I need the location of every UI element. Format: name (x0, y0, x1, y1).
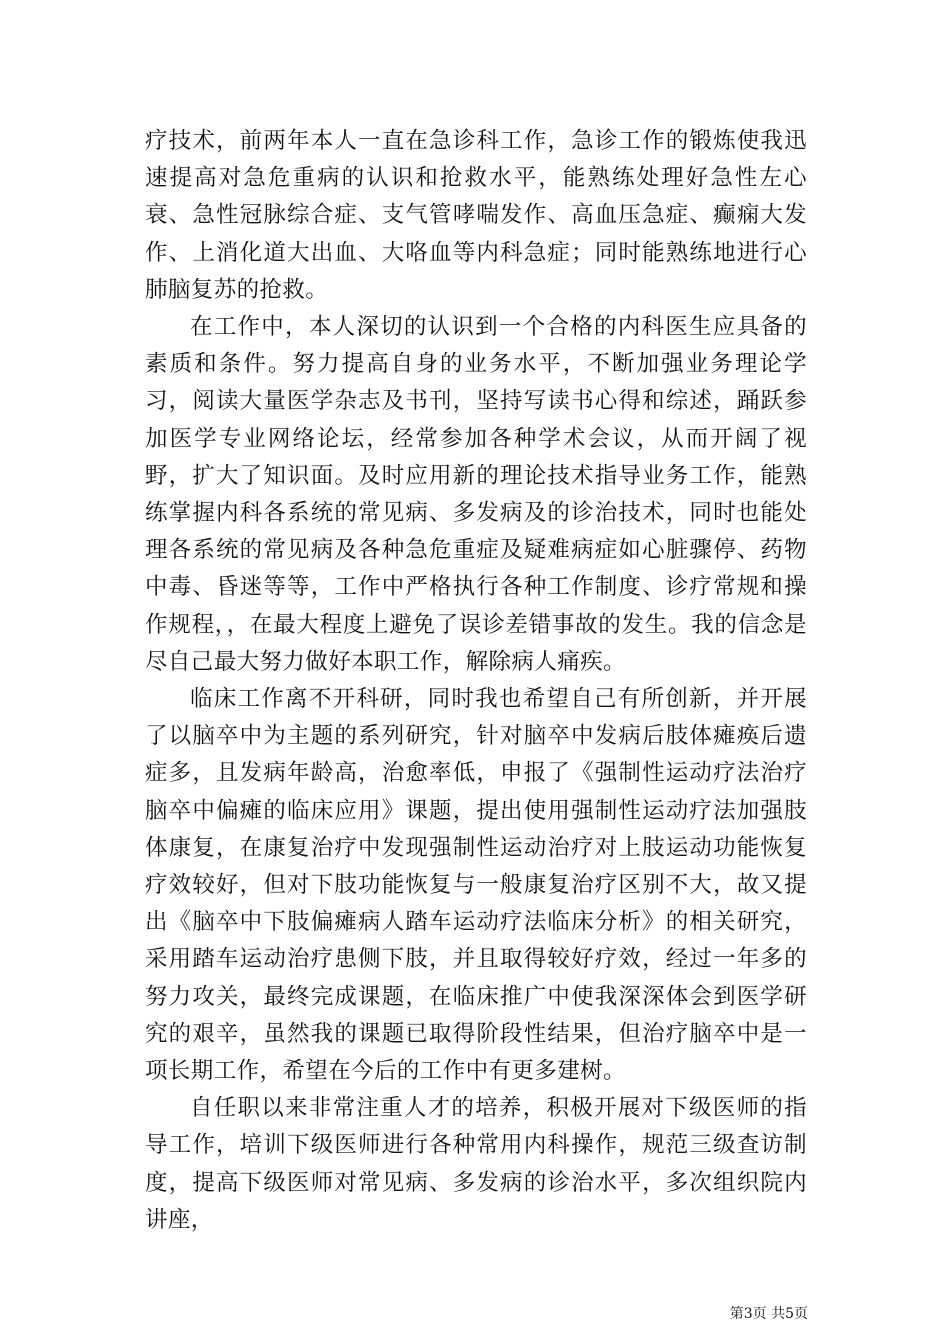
page-number-footer: 第3页 共5页 (729, 1306, 808, 1322)
document-body (145, 123, 807, 1239)
paragraph-4: 自任职以来非常注重人才的培养，积极开展对下级医师的指导工作，培训下级医师进行各种常用内科操作，规范三级查访制度，提高下级医师对常见病、多发病的诊治水平，多次组织院内讲座， (145, 1095, 807, 1233)
paragraph-2: 在工作中，本人深切的认识到一个合格的内科医生应具备的素质和条件。努力提高自身的业务水平，不断加强业务理论学习，阅读大量医学杂志及书刊，坚持写读书心得和综述，踊跃参加医学专业网络论坛，经常参加各种学术会议，从而开阔了视野，扩大了知识面。及时应用新的理论技术指导业务工作，能熟练掌握内科各系统的常见病、多发病及的诊治技术，同时也能处理各系统的常见病及各种急危重症及疑难病症如心脏骤停、药物中毒、昏迷等等，工作中严格执行各种工作制度、诊疗常规和操作规程，，在最大程度上避免了误诊差错事故的发生。我的信念是尽自己最大努力做好本职工作，解除病人痛疾。 (145, 314, 807, 675)
paragraph-1: 疗技术，前两年本人一直在急诊科工作，急诊工作的锻炼使我迅速提高对急危重病的认识和抢救水平，能熟练处理好急性左心衰、急性冠脉综合症、支气管哮喘发作、高血压急症、癫痫大发作、上消化道大出血、大咯血等内科急症；同时能熟练地进行心肺脑复苏的抢救。 (145, 128, 807, 303)
paragraph-3: 临床工作离不开科研，同时我也希望自己有所创新，并开展了以脑卒中为主题的系列研究，针对脑卒中发病后肢体瘫痪后遗症多，且发病年龄高，治愈率低，申报了《强制性运动疗法治疗脑卒中偏瘫的临床应用》课题，提出使用强制性运动疗法加强肢体康复，在康复治疗中发现强制性运动治疗对上肢运动功能恢复疗效较好，但对下肢功能恢复与一般康复治疗区别不大，故又提出《脑卒中下肢偏瘫病人踏车运动疗法临床分析》的相关研究，采用踏车运动治疗患侧下肢，并且取得较好疗效，经过一年多的努力攻关，最终完成课题，在临床推广中使我深深体会到医学研究的艰辛，虽然我的课题已取得阶段性结果，但治疗脑卒中是一项长期工作，希望在今后的工作中有更多建树。 (145, 686, 807, 1085)
